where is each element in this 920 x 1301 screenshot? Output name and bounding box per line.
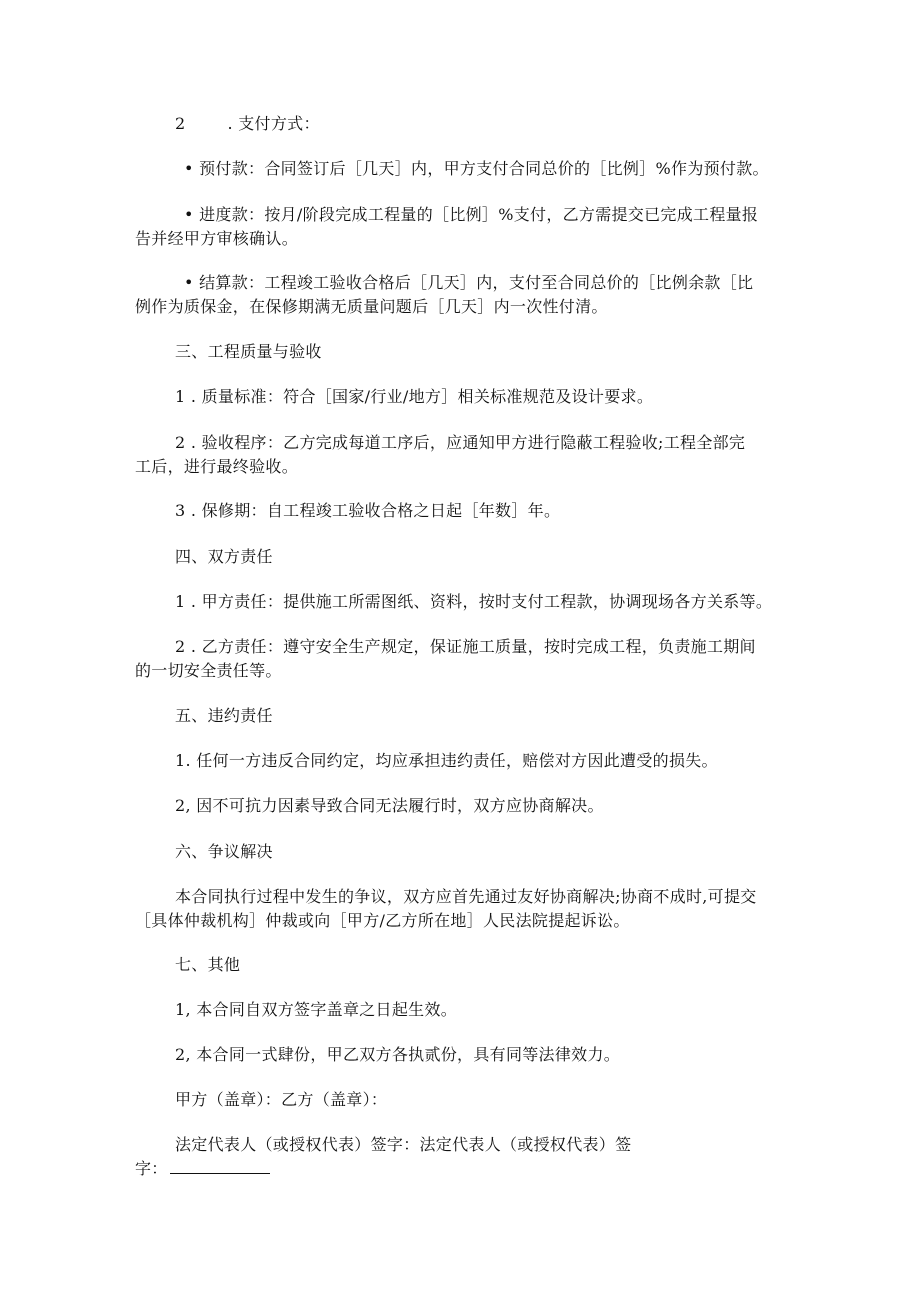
party-b-responsibility-clause-line1: 2 . 乙方责任：遵守安全生产规定，保证施工质量，按时完成工程，负责施工期间 bbox=[175, 637, 756, 656]
advance-payment-clause: • 预付款：合同签订后［几天］内，甲方支付合同总价的［比例］%作为预付款。 bbox=[184, 159, 769, 178]
copies-clause: 2, 本合同一式肆份，甲乙双方各执贰份，具有同等法律效力。 bbox=[175, 1045, 621, 1064]
section-heading-other: 七、其他 bbox=[175, 955, 241, 974]
section-heading-dispute: 六、争议解决 bbox=[175, 842, 273, 861]
acceptance-procedure-clause-line1: 2 . 验收程序：乙方完成每道工序后，应通知甲方进行隐蔽工程验收;工程全部完 bbox=[175, 433, 746, 452]
dispute-clause-line2: ［具体仲裁机构］仲裁或向［甲方/乙方所在地］人民法院提起诉讼。 bbox=[135, 911, 630, 930]
progress-payment-clause-line2: 告并经甲方审核确认。 bbox=[135, 229, 299, 248]
progress-payment-clause-line1: • 进度款：按月/阶段完成工程量的［比例］%支付，乙方需提交已完成工程量报 bbox=[184, 205, 759, 224]
warranty-period-clause: 3 . 保修期：自工程竣工验收合格之日起［年数］年。 bbox=[175, 501, 561, 520]
signature-blank bbox=[170, 1157, 270, 1174]
signature-label: 字： bbox=[135, 1159, 168, 1178]
breach-clause-2: 2, 因不可抗力因素导致合同无法履行时，双方应协商解决。 bbox=[175, 796, 604, 815]
section-heading-responsibility: 四、双方责任 bbox=[175, 547, 273, 566]
dispute-clause-line1: 本合同执行过程中发生的争议，双方应首先通过友好协商解决;协商不成时,可提交 bbox=[175, 887, 757, 906]
representative-signature-line2 bbox=[135, 1157, 270, 1181]
effective-date-clause: 1, 本合同自双方签字盖章之日起生效。 bbox=[175, 1000, 458, 1019]
breach-clause-1: 1. 任何一方违反合同约定，均应承担违约责任，赔偿对方因此遭受的损失。 bbox=[175, 751, 718, 770]
acceptance-procedure-clause-line2: 工后，进行最终验收。 bbox=[135, 457, 299, 476]
representative-signature-line1: 法定代表人（或授权代表）签字：法定代表人（或授权代表）签 bbox=[175, 1135, 632, 1154]
settlement-payment-clause-line2: 例作为质保金，在保修期满无质量问题后［几天］内一次性付清。 bbox=[135, 297, 608, 316]
payment-heading-number: 2 bbox=[175, 114, 186, 133]
section-heading-breach: 五、违约责任 bbox=[175, 706, 273, 725]
payment-heading bbox=[175, 112, 320, 136]
section-heading-quality: 三、工程质量与验收 bbox=[175, 342, 322, 361]
party-seal-line: 甲方（盖章）：乙方（盖章）： bbox=[175, 1090, 388, 1109]
party-a-responsibility-clause: 1 . 甲方责任：提供施工所需图纸、资料，按时支付工程款，协调现场各方关系等。 bbox=[175, 592, 773, 611]
settlement-payment-clause-line1: • 结算款：工程竣工验收合格后［几天］内，支付至合同总价的［比例余款［比 bbox=[184, 273, 754, 292]
party-b-responsibility-clause-line2: 的一切安全责任等。 bbox=[135, 661, 282, 680]
quality-standard-clause: 1 . 质量标准：符合［国家/行业/地方］相关标准规范及设计要求。 bbox=[175, 387, 654, 406]
payment-heading-text: . 支付方式： bbox=[227, 114, 320, 133]
